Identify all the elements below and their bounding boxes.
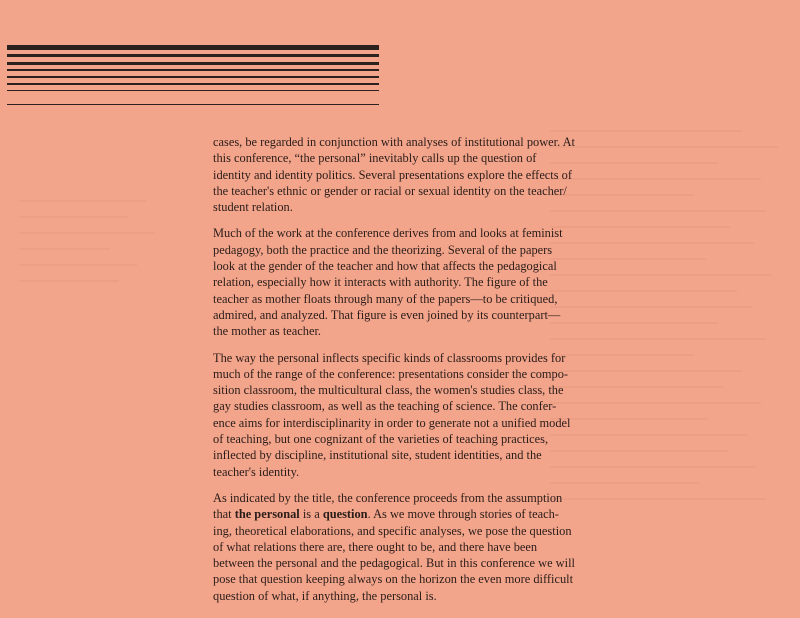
bold-term: the personal <box>234 507 300 522</box>
paragraph: cases, be regarded in conjunction with analyses of institutional power. At this conference, “the personal” inevitably calls up the question of identity and identity politics. Several presentations explore the effects of the teacher's ethnic or gender or racial or sexual identity on the teacher/ student relation. <box>213 135 575 215</box>
paragraph: Much of the work at the conference derives from and looks at feminist pedagogy, both the practice and the theorizing. Several of the papers look at the gender of the teacher and how that affects the pedagogical relation, especially how it interacts with authority. The figure of the teacher as mother floats through many of the papers—to be critiqued, admired, and analyzed. That figure is even joined by its counterpart—the mother as teacher. <box>213 226 563 339</box>
decorative-rule <box>7 104 379 105</box>
paragraph: The way the personal inflects specific kinds of classrooms provides for much of the range of the conference: presentations consider the compo-sition classroom, the multicultural class, the women's studies class, the gay studies classroom, as well as the teaching of science. The confer-ence aims for interdisciplinarity in order to generate not a unified model of teaching, but one cognizant of the varieties of teaching practices, inflected by discipline, institutional site, student identities, and the teacher's identity. <box>213 350 571 479</box>
decorative-rule <box>7 83 379 85</box>
show-through-lines <box>550 130 790 514</box>
paragraph <box>213 490 575 604</box>
body-text <box>213 134 575 614</box>
show-through-lines-left <box>20 200 200 296</box>
decorative-rule <box>7 69 379 71</box>
decorative-rule <box>7 76 379 78</box>
paragraph-text: . As we move through stories of teach-ing, theoretical elaborations, and specific analyses, we pose the question of what relations there are, there ought to be, and there have been between the personal and the pedagogical. But in this conference we will pose that question keeping always on the horizon the even more difficult question of what, if anything, the personal is. <box>213 507 575 603</box>
paragraph-text: As indicated by the title, the conference proceeds from the assumption that <box>213 490 563 522</box>
decorative-rule <box>7 54 379 57</box>
decorative-rule <box>7 90 379 91</box>
bold-term: question <box>322 507 368 522</box>
decorative-rule <box>7 45 379 50</box>
paragraph-text: is a <box>299 507 323 522</box>
decorative-rule <box>7 62 379 65</box>
